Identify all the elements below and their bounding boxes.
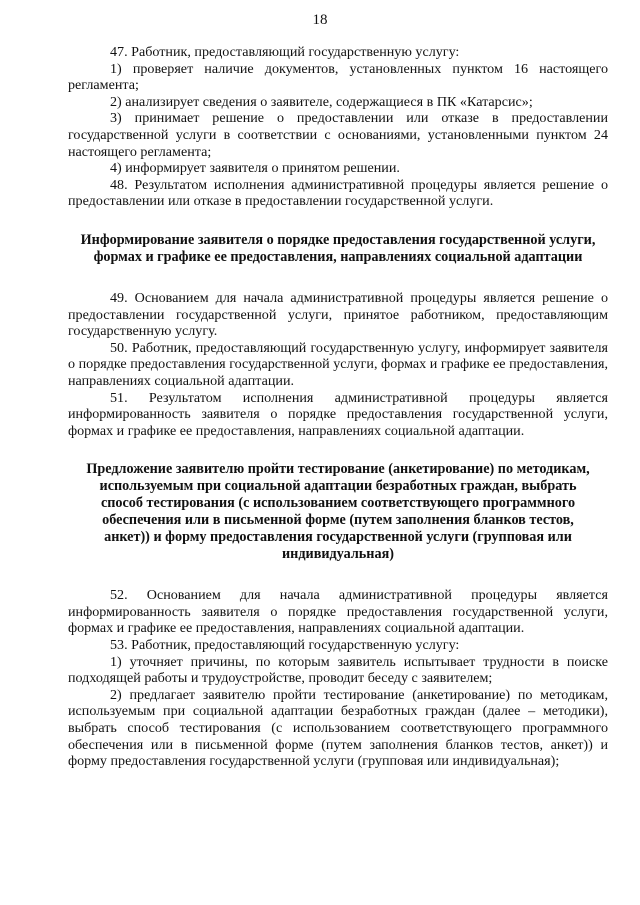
paragraph-53-item-2: 2) предлагает заявителю пройти тестирование (анкетирование) по методикам, используемым при социальной адаптации безработных граждан (далее – методики), выбрать способ тестирования (с использованием соответствующего программного обеспечения или в письменной форме (путем заполнения бланков тестов, анкет)) и форму предоставления государственной услуги (групповая или индивидуальная); (68, 686, 608, 770)
paragraph-53: 53. Работник, предоставляющий государственную услугу: (110, 637, 460, 654)
paragraph-53-item-1: 1) уточняет причины, по которым заявитель испытывает трудности в поиске подходящей работы и трудоустройстве, проводит беседу с заявителем; (68, 653, 608, 687)
paragraph-47: 47. Работник, предоставляющий государственную услугу: (110, 44, 460, 60)
paragraph-48: 48. Результатом исполнения административной процедуры является решение о предоставлении или отказе в предоставлении государственной услуги. (68, 176, 608, 210)
section-heading-informing: Информирование заявителя о порядке предоставления государственной услуги, формах и графике ее предоставления, направлениях социальной адаптации (80, 231, 596, 265)
paragraph-47-item-3: 3) принимает решение о предоставлении или отказе в предоставлении государственной услуги в соответствии с основаниями, установленными пунктом 24 настоящего регламента; (68, 110, 608, 160)
section-heading-testing: Предложение заявителю пройти тестирование (анкетирование) по методикам, используемым при социальной адаптации безработных граждан, выбрать способ тестирования (с использованием соответствующего программного обеспечения или в письменной форме (путем заполнения бланков тестов, анкет)) и форму предоставления государственной услуги (групповая или индивидуальная) (86, 461, 590, 563)
paragraph-51: 51. Результатом исполнения административной процедуры является информированность заявителя о порядке предоставления государственной услуги, формах и графике ее предоставления, направлениях социальной адаптации. (68, 389, 608, 439)
paragraph-47-item-1: 1) проверяет наличие документов, установленных пунктом 16 настоящего регламента; (68, 60, 608, 94)
paragraph-47-item-2: 2) анализирует сведения о заявителе, содержащиеся в ПК «Катарсис»; (110, 93, 533, 110)
paragraph-47-item-4: 4) информирует заявителя о принятом решении. (110, 160, 400, 177)
page-number: 18 (312, 12, 328, 28)
paragraph-50: 50. Работник, предоставляющий государственную услугу, информирует заявителя о порядке предоставления государственной услуги, формах и графике ее предоставления, направлениях социальной адаптации. (68, 339, 608, 389)
paragraph-52: 52. Основанием для начала административной процедуры является информированность заявителя о порядке предоставления государственной услуги, формах и графике ее предоставления, направлениях социальной адаптации. (68, 587, 608, 637)
paragraph-49: 49. Основанием для начала административной процедуры является решение о предоставлении государственной услуги, принятое работником, предоставляющим государственную услугу. (68, 289, 608, 340)
document-body (68, 44, 608, 770)
